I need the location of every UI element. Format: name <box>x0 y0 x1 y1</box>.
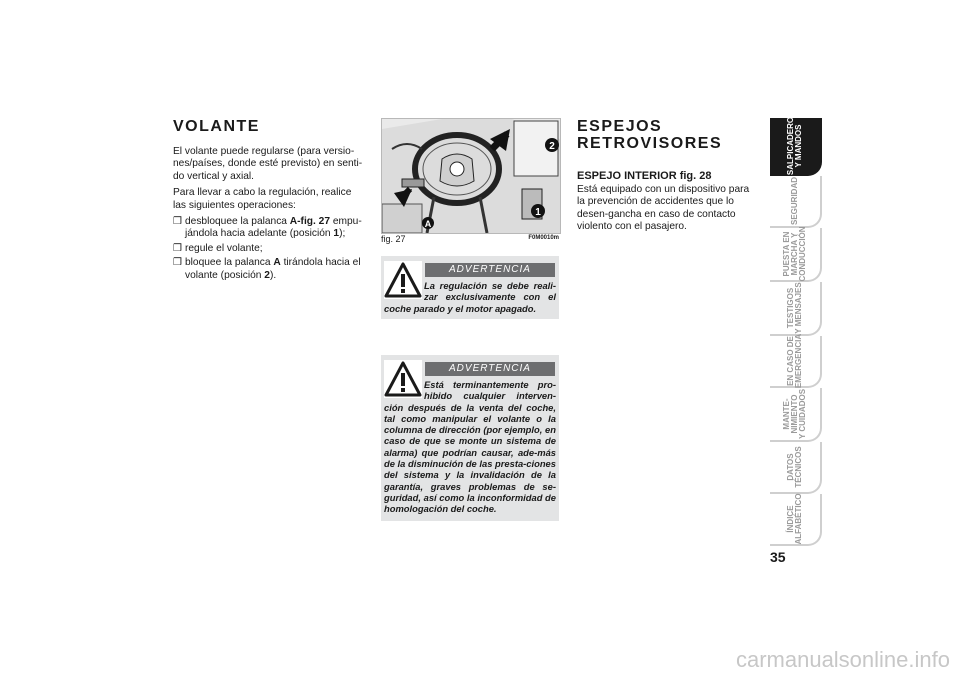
figure-code: F0M0010m <box>528 235 559 241</box>
marker-1: 1 <box>535 207 541 218</box>
tab-mantenimiento[interactable]: MANTE- NIMIENTO Y CUIDADOS <box>770 388 822 442</box>
mirrors-section <box>577 118 757 238</box>
paragraph-steps-intro: Para llevar a cabo la regulación, realice las siguientes operaciones: <box>173 187 352 211</box>
list-item: ❒ bloquee la palanca A tirándola hacia el volante (posición 2). <box>173 257 361 281</box>
steering-section <box>173 118 366 284</box>
figure-label: fig. 27 <box>381 234 406 244</box>
tab-salpicadero-y-mandos[interactable]: SALPICADERO Y MANDOS <box>770 118 822 176</box>
warning-box-2 <box>381 355 559 521</box>
warning-title: ADVERTENCIA <box>425 362 555 376</box>
list-item: ❒ regule el volante; <box>173 242 263 254</box>
warning-title: ADVERTENCIA <box>425 263 555 277</box>
section-title-espejos: ESPEJOS RETROVISORES <box>577 118 723 152</box>
figure-caption <box>381 234 559 246</box>
checkbox-bullet-icon: ❒ <box>173 216 182 228</box>
page-number: 35 <box>770 549 786 565</box>
marker-a: A <box>424 219 432 229</box>
tab-en-caso-de-emergencia[interactable]: EN CASO DE EMERGENCIA <box>770 336 822 388</box>
tab-testigos-y-mensajes[interactable]: TESTIGOS Y MENSAJES <box>770 282 822 336</box>
warning-box-1 <box>381 256 559 319</box>
checkbox-bullet-icon: ❒ <box>173 257 182 269</box>
steering-wheel-illustration <box>382 119 560 233</box>
paragraph-intro: El volante puede regularse (para versio-nes/países, donde esté previsto) en senti-do vertical y axial. <box>173 146 363 182</box>
marker-2: 2 <box>549 141 555 152</box>
subsection-title-espejo-interior: ESPEJO INTERIOR fig. 28 <box>577 170 712 182</box>
list-item: ❒ desbloquee la palanca A-fig. 27 empu-jándola hacia adelante (posición 1); <box>173 216 362 240</box>
watermark: carmanualsonline.info <box>735 647 950 672</box>
tab-datos-tecnicos[interactable]: DATOS TÉCNICOS <box>770 442 822 494</box>
warning-text: La regulación se debe reali-zar exclusivamente con el coche parado y el motor apagado. <box>384 280 556 314</box>
paragraph-espejo-interior: Está equipado con un dispositivo para la prevención de accidentes que lo desen-gancha en caso de contacto violento con el pasajero. <box>577 184 750 233</box>
warning-text: Está terminantemente pro-hibido cualquier interven-ción después de la venta del coche, tal como manipular el volante o la columna de dirección (por ejemplo, en caso de que se monte un sistema de alarma) que podrían causar, ade-más de la disminución de las presta-ciones del sistema y la invalidación de la garantía, graves problemas de se-guridad, así como la inconformidad de homologación del coche. <box>384 379 556 515</box>
section-title-volante: VOLANTE <box>173 118 260 135</box>
checkbox-bullet-icon: ❒ <box>173 242 182 254</box>
tab-seguridad[interactable]: SEGURIDAD <box>770 176 822 228</box>
figure-27-steering-illustration <box>381 118 561 234</box>
tab-indice-alfabetico[interactable]: ÍNDICE ALFABÉTICO <box>770 494 822 546</box>
tab-puesta-en-marcha[interactable]: PUESTA EN MARCHA Y CONDUCCIÓN <box>770 228 822 282</box>
